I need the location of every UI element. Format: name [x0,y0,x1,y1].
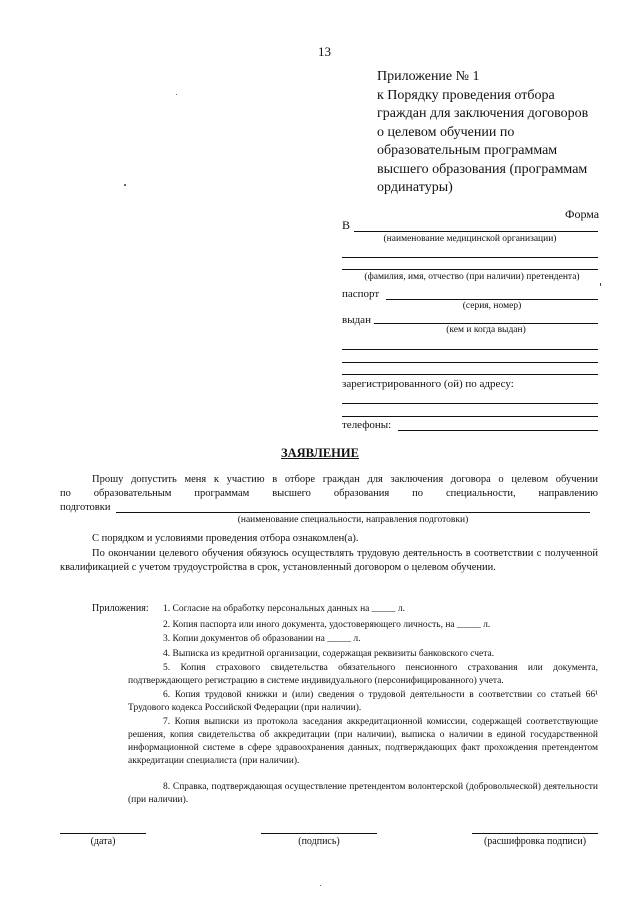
scan-speck [124,184,126,186]
passport-caption: (серия, номер) [462,301,522,311]
phones-field-line[interactable] [398,430,598,431]
attachment-item: 5. Копия страхового свидетельства обязательного пенсионного страхования или документа, подтверждающего регистрацию в системе индивидуального (персонифицированного) учета. [128,663,598,686]
issued-label: выдан [342,314,371,326]
scan-speck [320,885,321,886]
body-p2: С порядком и условиями проведения отбора ознакомлен(а). [92,533,359,544]
name-caption: (фамилия, имя, отчество (при наличии) претендента) [364,272,580,282]
body-p1-line1: Прошу допустить меня к участию в отборе граждан для заключения договора о целевом обучении [92,474,598,485]
form-label: Форма [565,207,600,221]
attachment-item: 4. Выписка из кредитной организации, содержащая реквизиты банковского счета. [163,649,495,659]
org-field-line-2[interactable] [342,257,598,258]
scan-speck [176,94,177,95]
decoding-field-line[interactable] [472,833,598,834]
scan-speck [600,283,601,286]
attachment-item: 3. Копии документов об образовании на _____ л. [163,634,361,644]
org-field-line[interactable] [354,231,598,232]
date-caption: (дата) [90,836,116,847]
issued-field-line-4[interactable] [342,374,598,375]
date-field-line[interactable] [60,833,146,834]
appendix-line: ординатуры) [377,180,453,195]
appendix-line: о целевом обучении по [377,124,515,140]
specialty-field-line[interactable] [116,512,590,513]
body-p1-line2: по образовательным программам высшего образования по специальности, направлению [60,488,598,499]
body-p3: По окончании целевого обучения обязуюсь осуществлять трудовую деятельность в соответствии с полученной квалификацией с учетом трудоустройства в срок, установленный договором о целевом обучении. [60,548,598,573]
appendix-line: образовательным программам [377,143,558,158]
attachment-item: 1. Согласие на обработку персональных данных на _____ л. [163,604,405,614]
phones-label: телефоны: [342,419,392,431]
body-p1-line3-label: подготовки [60,502,111,513]
attachment-item: 7. Копия выписки из протокола заседания аккредитационной комиссии, содержащей соответствующие решения, копия свидетельства об аккредитации (при наличии), выписка о наличии в единой государственной информационной системе в сфере здравоохранения данных, подтверждающих факт прохождения претендентом аккредитации специалиста (при наличии). [128,717,598,766]
address-field-line-2[interactable] [342,416,598,417]
page-number: 13 [318,44,331,59]
specialty-caption: (наименование специальности, направления подготовки) [237,515,469,525]
attachment-item: 8. Справка, подтверждающая осуществление претендентом волонтерской (добровольческой) деятельности (при наличии). [128,782,598,805]
appendix-line: граждан для заключения договоров [377,106,589,121]
signature-field-line[interactable] [261,833,377,834]
attachments-label: Приложения: [92,603,149,614]
appendix-line: к Порядку проведения отбора [377,87,555,103]
attachment-item: 6. Копия трудовой книжки и (или) сведения о трудовой деятельности в соответствии со статьей 66¹ Трудового кодекса Российской Федерации (при наличии). [128,690,598,713]
document-title: ЗАЯВЛЕНИЕ [281,446,359,460]
org-caption: (наименование медицинской организации) [383,234,557,244]
address-field-line[interactable] [342,403,598,404]
issued-field-line-2[interactable] [342,349,598,350]
appendix-line: высшего образования (программам [377,161,588,177]
issued-field-line[interactable] [374,323,598,324]
to-prefix: В [342,218,351,232]
appendix-line: Приложение № 1 [377,69,480,84]
passport-field-line[interactable] [386,299,598,300]
signature-caption: (подпись) [298,836,340,847]
issued-field-line-3[interactable] [342,362,598,363]
attachment-item: 2. Копия паспорта или иного документа, удостоверяющего личность, на _____ л. [163,620,491,630]
issued-caption: (кем и когда выдан) [446,325,526,335]
passport-label: паспорт [342,288,380,300]
appendix-heading [377,68,637,198]
name-field-line[interactable] [342,269,598,270]
registered-label: зарегистрированного (ой) по адресу: [342,378,514,390]
decoding-caption: (расшифровка подписи) [483,836,587,847]
